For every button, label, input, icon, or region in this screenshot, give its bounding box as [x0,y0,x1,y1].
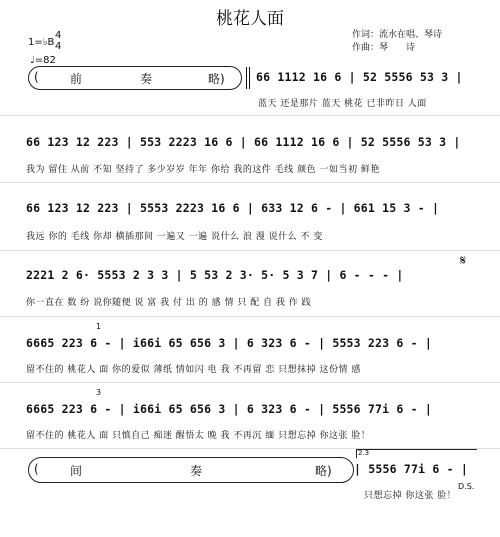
coda-mark-3: 3 [96,388,102,397]
row-divider [0,316,500,317]
lyric-row-1: 蓝天 还是那片 蓝天 桃花 已非昨日 人面 [258,99,427,109]
composer-credit: 作曲：琴 诗 [352,43,416,53]
interlude-word-2: 奏 [190,464,203,478]
row-divider [0,115,500,116]
notation-row-7: | 5556 77i 6 - | [354,462,468,476]
time-signature [55,30,61,52]
lyric-row-7: 只想忘掉 你这张 脸！ [364,491,457,501]
dal-segno-mark: D.S. [458,482,475,491]
tempo-marking: ♩=82 [30,55,56,66]
notation-row-2: 66 123 12 223 | 553 2223 16 6 | 66 1112 16 6 | 52 5556 53 3 | [26,135,461,149]
key-signature: 1=♭B [28,37,55,48]
notation-row-6: 6665 223 6 - | i66i 65 656 3 | 6 323 6 - | 5556 77i 6 - | [26,402,433,416]
intro-word-1: 前 [70,72,83,86]
notation-row-3: 66 123 12 223 | 5553 2223 16 6 | 633 12 6 - | 661 15 3 - | [26,201,440,215]
interlude-word-3: 略) [315,464,332,478]
intro-open: ( [34,70,39,84]
time-top: 4 [55,30,62,41]
row-divider [0,382,500,383]
lyric-row-6: 留不住的 桃花人 面 只慎自己 痴迷 醒悟太 晚 我 不再沉 缅 只想忘掉 你这张 脸！ [26,431,371,441]
intro-word-2: 奏 [140,72,153,86]
repeat-bar [246,67,247,89]
lyric-row-2: 我为 留住 从前 不知 坚持了 多少岁岁 年年 你给 我的这件 毛线 颜色 一如当初 鲜艳 [26,165,380,175]
volta-bracket [356,449,477,458]
song-title: 桃花人面 [216,9,284,29]
notation-row-5: 6665 223 6 - | i66i 65 656 3 | 6 323 6 - | 5553 223 6 - | [26,336,433,350]
interlude-open: ( [34,462,39,476]
intro-word-3: 略) [208,72,225,86]
segno-mark: 𝄋 [460,253,467,269]
interlude-word-1: 间 [70,464,83,478]
lyric-row-4: 你一直在 数 纷 说你随便 说 富 我 付 出 的 感 情 只 配 自 我 作 践 [26,298,312,308]
row-divider [0,182,500,183]
volta-number: 2.3 [358,449,370,457]
notation-row-1: 66 1112 16 6 | 52 5556 53 3 | [256,70,463,84]
repeat-bar-thin [249,67,250,89]
row-divider [0,250,500,251]
lyric-row-5: 留不住的 桃花人 面 你的爱似 薄纸 情如闪 电 我 不再留 恋 只想抹掉 这份情 感 [26,365,361,375]
time-bottom: 4 [55,41,62,52]
notation-row-4: 2221 2 6· 5553 2 3 3 | 5 53 2 3· 5· 5 3 7 | 6 - - - | [26,268,404,282]
lyric-row-3: 我远 你的 毛线 你却 横插那间 一遍又 一遍 说什么 浪 漫 说什么 不 变 [26,232,323,242]
coda-mark-1: 1 [96,322,102,331]
lyricist-credit: 作词：流水在唱、琴诗 [352,30,443,40]
